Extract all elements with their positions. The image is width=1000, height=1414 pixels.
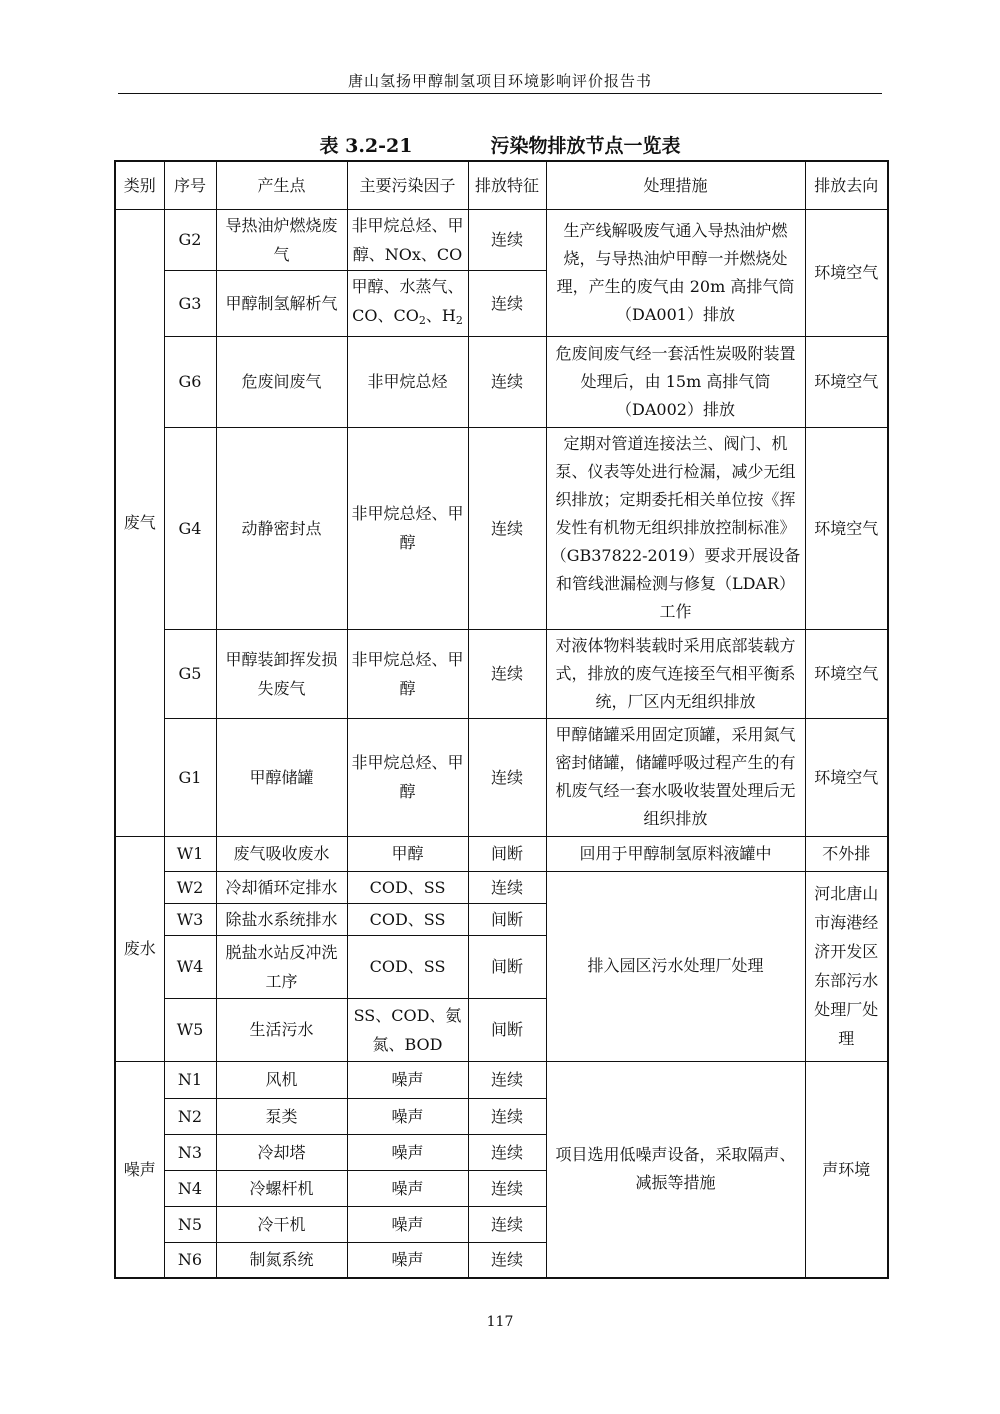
- cell-destination: 环境空气: [805, 336, 888, 427]
- cell-destination: 声环境: [805, 1061, 888, 1278]
- cell-id: N1: [164, 1061, 216, 1098]
- table-number: 表 3.2-21: [319, 135, 413, 157]
- cell-id: N3: [164, 1134, 216, 1170]
- cell-source: 甲醇制氢解析气: [216, 270, 347, 336]
- cell-emission: 连续: [468, 871, 546, 903]
- cell-emission: 连续: [468, 1098, 546, 1134]
- header-rule: [118, 93, 882, 94]
- cell-pollutants: 非甲烷总烃、甲醇、NOx、CO: [347, 209, 468, 270]
- cell-emission: 连续: [468, 629, 546, 718]
- table-row: [115, 1061, 888, 1098]
- cell-emission: 连续: [468, 1061, 546, 1098]
- cell-destination: 环境空气: [805, 629, 888, 718]
- cell-id: G2: [164, 209, 216, 270]
- cell-id: G1: [164, 718, 216, 836]
- category-noise: 噪声: [115, 1061, 164, 1278]
- cell-pollutants: 非甲烷总烃、甲醇: [347, 427, 468, 629]
- header-cell-id: 序号: [164, 161, 216, 209]
- table-title: 污染物排放节点一览表: [490, 135, 681, 157]
- cell-source: 冷干机: [216, 1206, 347, 1242]
- cell-destination: 环境空气: [805, 718, 888, 836]
- cell-emission: 间断: [468, 836, 546, 871]
- cell-source: 风机: [216, 1061, 347, 1098]
- cell-measure: 排入园区污水处理厂处理: [546, 871, 805, 1061]
- cell-id: W4: [164, 935, 216, 998]
- header-cell-category: 类别: [115, 161, 164, 209]
- cell-emission: 间断: [468, 903, 546, 935]
- cell-pollutants: 噪声: [347, 1134, 468, 1170]
- cell-pollutants: COD、SS: [347, 871, 468, 903]
- cell-id: W5: [164, 998, 216, 1061]
- pollutant-emission-table: [114, 160, 889, 1279]
- cell-source: 甲醇储罐: [216, 718, 347, 836]
- cell-pollutants: 噪声: [347, 1170, 468, 1206]
- table-header-row: [115, 161, 888, 209]
- cell-pollutants: [347, 270, 468, 336]
- category-waste-gas: 废气: [115, 209, 164, 836]
- cell-id: N5: [164, 1206, 216, 1242]
- cell-pollutants: 噪声: [347, 1242, 468, 1278]
- cell-destination: 环境空气: [805, 427, 888, 629]
- cell-destination: 不外排: [805, 836, 888, 871]
- table-row: [115, 336, 888, 427]
- cell-id: N2: [164, 1098, 216, 1134]
- subscript: 2: [418, 313, 426, 327]
- page-number: 117: [486, 1314, 514, 1330]
- cell-source: 甲醇装卸挥发损失废气: [216, 629, 347, 718]
- header-cell-measure: 处理措施: [546, 161, 805, 209]
- cell-pollutants: COD、SS: [347, 935, 468, 998]
- cell-destination: 河北唐山市海港经济开发区东部污水处理厂处理: [805, 871, 888, 1061]
- cell-pollutants: 非甲烷总烃、甲醇: [347, 629, 468, 718]
- table-row: [115, 718, 888, 836]
- cell-measure: 定期对管道连接法兰、阀门、机泵、仪表等处进行检漏，减少无组织排放；定期委托相关单位按《挥发性有机物无组织排放控制标准》（GB37822-2019）要求开展设备和管线泄漏检测与修复（LDAR）工作: [546, 427, 805, 629]
- cell-measure: 危废间废气经一套活性炭吸附装置处理后，由 15m 高排气筒（DA002）排放: [546, 336, 805, 427]
- pollutants-text: 、H: [425, 305, 456, 325]
- cell-pollutants: 甲醇: [347, 836, 468, 871]
- cell-source: 冷螺杆机: [216, 1170, 347, 1206]
- cell-pollutants: 非甲烷总烃、甲醇: [347, 718, 468, 836]
- cell-id: G4: [164, 427, 216, 629]
- cell-source: 泵类: [216, 1098, 347, 1134]
- cell-source: 导热油炉燃烧废气: [216, 209, 347, 270]
- cell-emission: 连续: [468, 1206, 546, 1242]
- cell-pollutants: COD、SS: [347, 903, 468, 935]
- cell-pollutants: 噪声: [347, 1206, 468, 1242]
- cell-emission: 连续: [468, 209, 546, 270]
- cell-emission: 连续: [468, 336, 546, 427]
- cell-emission: 连续: [468, 1134, 546, 1170]
- cell-id: G6: [164, 336, 216, 427]
- cell-id: W2: [164, 871, 216, 903]
- cell-source: 除盐水系统排水: [216, 903, 347, 935]
- cell-pollutants: 噪声: [347, 1061, 468, 1098]
- cell-source: 生活污水: [216, 998, 347, 1061]
- cell-measure: 对液体物料装载时采用底部装载方式，排放的废气连接至气相平衡系统，厂区内无组织排放: [546, 629, 805, 718]
- table-row: [115, 629, 888, 718]
- cell-source: 危废间废气: [216, 336, 347, 427]
- cell-emission: 连续: [468, 270, 546, 336]
- cell-source: 冷却循环定排水: [216, 871, 347, 903]
- cell-destination: 环境空气: [805, 209, 888, 336]
- cell-measure: 项目选用低噪声设备，采取隔声、减振等措施: [546, 1061, 805, 1278]
- subscript: 2: [455, 313, 463, 327]
- cell-source: 废气吸收废水: [216, 836, 347, 871]
- cell-measure: 生产线解吸废气通入导热油炉燃烧，与导热油炉甲醇一并燃烧处理，产生的废气由 20m 高排气筒（DA001）排放: [546, 209, 805, 336]
- header-cell-source: 产生点: [216, 161, 347, 209]
- table-caption: [0, 131, 1000, 158]
- cell-emission: 连续: [468, 1170, 546, 1206]
- cell-emission: 连续: [468, 718, 546, 836]
- cell-pollutants: SS、COD、氨氮、BOD: [347, 998, 468, 1061]
- cell-id: N4: [164, 1170, 216, 1206]
- cell-id: W3: [164, 903, 216, 935]
- cell-emission: 间断: [468, 998, 546, 1061]
- table-row: [115, 209, 888, 270]
- cell-pollutants: 非甲烷总烃: [347, 336, 468, 427]
- header-cell-pollutants: 主要污染因子: [347, 161, 468, 209]
- pollutants-text: 甲醇、水蒸气、CO、CO: [351, 276, 464, 325]
- running-header: 唐山氢扬甲醇制氢项目环境影响评价报告书: [347, 72, 652, 90]
- cell-emission: 间断: [468, 935, 546, 998]
- cell-measure: 回用于甲醇制氢原料液罐中: [546, 836, 805, 871]
- cell-id: G5: [164, 629, 216, 718]
- header-cell-emission: 排放特征: [468, 161, 546, 209]
- table-row: [115, 836, 888, 871]
- category-waste-water: 废水: [115, 836, 164, 1061]
- cell-id: N6: [164, 1242, 216, 1278]
- cell-source: 动静密封点: [216, 427, 347, 629]
- table-row: [115, 427, 888, 629]
- cell-id: W1: [164, 836, 216, 871]
- cell-emission: 连续: [468, 1242, 546, 1278]
- cell-source: 制氮系统: [216, 1242, 347, 1278]
- cell-source: 冷却塔: [216, 1134, 347, 1170]
- cell-emission: 连续: [468, 427, 546, 629]
- cell-pollutants: 噪声: [347, 1098, 468, 1134]
- header-cell-destination: 排放去向: [805, 161, 888, 209]
- cell-measure: 甲醇储罐采用固定顶罐，采用氮气密封储罐，储罐呼吸过程产生的有机废气经一套水吸收装置处理后无组织排放: [546, 718, 805, 836]
- table-row: [115, 871, 888, 903]
- cell-source: 脱盐水站反冲洗工序: [216, 935, 347, 998]
- cell-id: G3: [164, 270, 216, 336]
